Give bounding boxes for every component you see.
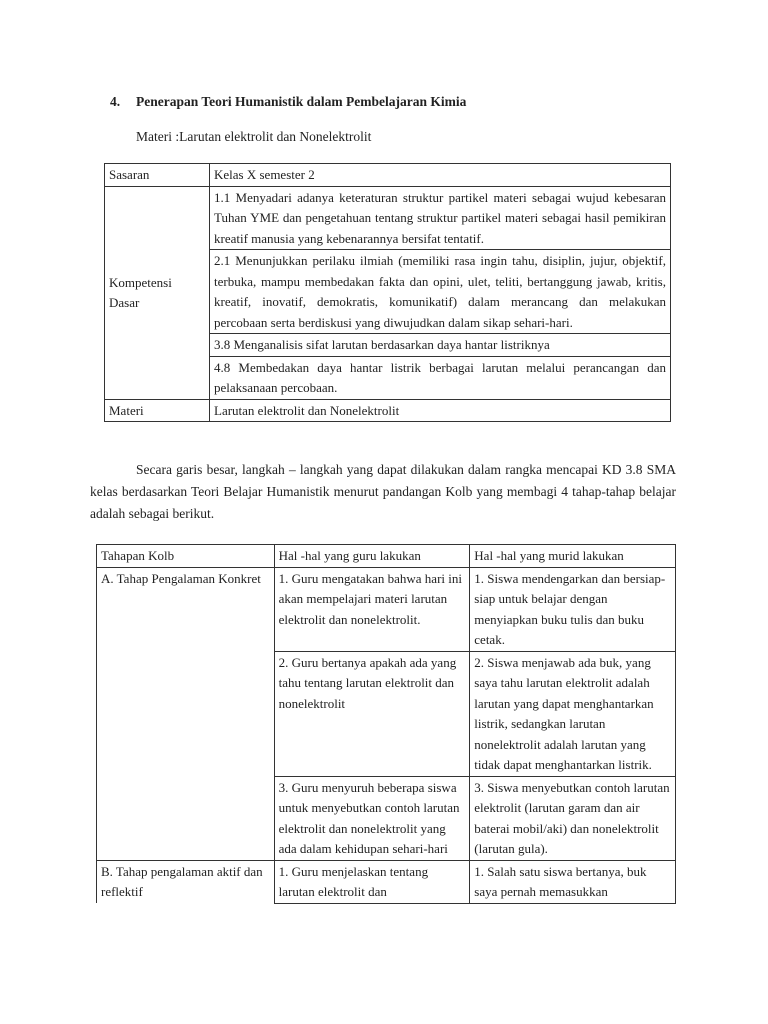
table-row bbox=[97, 567, 676, 651]
guru-cell: 1. Guru mengatakan bahwa hari ini akan mempelajari materi larutan elektrolit dan nonelektrolit. bbox=[274, 567, 470, 651]
materi-value: Larutan elektrolit dan Nonelektrolit bbox=[210, 399, 671, 422]
competency-table bbox=[104, 163, 671, 422]
murid-cell: 1. Salah satu siswa bertanya, buk saya pernah memasukkan bbox=[470, 860, 676, 903]
table-row bbox=[105, 399, 671, 422]
column-header: Hal -hal yang guru lakukan bbox=[274, 545, 470, 568]
kolb-table bbox=[96, 544, 676, 904]
kd-label-line: Dasar bbox=[109, 295, 140, 310]
body-paragraph: Secara garis besar, langkah – langkah yang dapat dilakukan dalam rangka mencapai KD 3.8 SMA kelas berdasarkan Teori Belajar Humanistik menurut pandangan Kolb yang membagi 4 tahap-tahap belajar adalah sebagai berikut. bbox=[90, 462, 676, 521]
kd-item: 4.8 Membedakan daya hantar listrik berbagai larutan melalui perancangan dan pelaksanaan percobaan. bbox=[210, 356, 671, 399]
column-header: Tahapan Kolb bbox=[97, 545, 275, 568]
table-row bbox=[97, 860, 676, 903]
materi-line: Materi :Larutan elektrolit dan Nonelektrolit bbox=[136, 129, 372, 144]
stage-b-label: B. Tahap pengalaman aktif dan reflektif bbox=[97, 860, 275, 903]
kd-label-line: Kompetensi bbox=[109, 274, 172, 290]
section-title: Penerapan Teori Humanistik dalam Pembelajaran Kimia bbox=[136, 94, 467, 109]
murid-cell: 2. Siswa menjawab ada buk, yang saya tahu larutan elektrolit adalah larutan yang dapat menghantarkan listrik, sedangkan larutan nonelektrolit adalah larutan yang tidak dapat menghantarkan listrik. bbox=[470, 651, 676, 776]
sasaran-value: Kelas X semester 2 bbox=[210, 164, 671, 187]
guru-cell: 3. Guru menyuruh beberapa siswa untuk menyebutkan contoh larutan elektrolit dan nonelektrolit yang ada dalam kehidupan sehari-hari bbox=[274, 776, 470, 860]
kd-item: 2.1 Menunjukkan perilaku ilmiah (memiliki rasa ingin tahu, disiplin, jujur, objektif, terbuka, mampu membedakan fakta dan opini, ulet, teliti, bertanggung jawab, kritis, kreatif, inovatif, demokratis, komunikatif) dalam merancang dan melakukan percobaan serta berdiskusi yang diwujudkan dalam sikap sehari-hari. bbox=[210, 250, 671, 334]
kd-item: 3.8 Menganalisis sifat larutan berdasarkan daya hantar listriknya bbox=[210, 334, 671, 357]
table-header-row bbox=[97, 545, 676, 568]
murid-cell: 1. Siswa mendengarkan dan bersiap-siap untuk belajar dengan menyiapkan buku tulis dan buku cetak. bbox=[470, 567, 676, 651]
sasaran-label: Sasaran bbox=[105, 164, 210, 187]
guru-cell: 2. Guru bertanya apakah ada yang tahu tentang larutan elektrolit dan nonelektrolit bbox=[274, 651, 470, 776]
stage-a-label: A. Tahap Pengalaman Konkret bbox=[97, 567, 275, 860]
murid-cell: 3. Siswa menyebutkan contoh larutan elektrolit (larutan garam dan air baterai mobil/aki) dan nonelektrolit (larutan gula). bbox=[470, 776, 676, 860]
materi-label: Materi bbox=[105, 399, 210, 422]
kd-item: 1.1 Menyadari adanya keteraturan struktur partikel materi sebagai wujud kebesaran Tuhan YME dan pengetahuan tentang struktur partikel materi sebagai hasil pemikiran kreatif manusia yang kebenarannya bersifat tentatif. bbox=[210, 186, 671, 250]
table-row bbox=[105, 186, 671, 250]
table-row bbox=[105, 164, 671, 187]
section-heading bbox=[110, 94, 466, 110]
guru-cell: 1. Guru menjelaskan tentang larutan elektrolit dan bbox=[274, 860, 470, 903]
column-header: Hal -hal yang murid lakukan bbox=[470, 545, 676, 568]
section-number: 4. bbox=[110, 94, 121, 109]
kompetensi-dasar-label bbox=[105, 186, 210, 399]
